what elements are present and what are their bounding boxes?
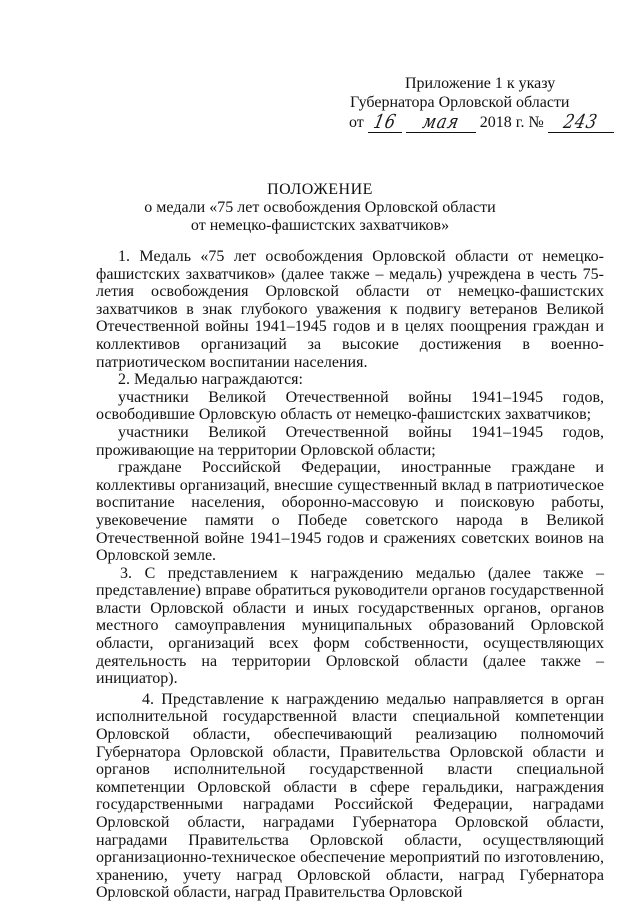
paragraph-2: 2. Медалью награждаются:: [118, 371, 303, 389]
document-body: [96, 248, 604, 902]
year-and-number-label: 2018 г. №: [479, 114, 544, 131]
attachment-line-1: Приложение 1 к указу: [405, 75, 556, 92]
handwritten-month: мая: [406, 112, 476, 133]
attachment-line-2: Губернатора Орловской области: [350, 94, 570, 111]
paragraph-2-item-3: граждане Российской Федерации, иностранные граждане и коллективы организаций, внесшие существенный вклад в патриотическое воспитание населения, оборонно-массовую и поисковую работы, увековечение памяти о Победе советского народа в Великой Отечественной войне 1941–1945 годов и сражениях советских воинов на Орловской земле.: [96, 459, 604, 565]
date-prefix: от: [349, 114, 364, 131]
paragraph-2-item-2: участники Великой Отечественной войны 1941–1945 годов, проживающие на территории Орловской области;: [96, 423, 604, 459]
handwritten-number: 243: [548, 112, 614, 133]
handwritten-day: 16: [368, 112, 402, 133]
document-subtitle-line-1: о медали «75 лет освобождения Орловской области: [144, 199, 496, 216]
paragraph-2-item-1: участники Великой Отечественной войны 1941–1945 годов, освободившие Орловскую область от немецко-фашистских захватчиков;: [96, 388, 604, 424]
paragraph-4: 4. Представление к награждению медалью направляется в орган исполнительной государственной власти специальной компетенции Орловской области, обеспечивающий реализацию полномочий Губернатора Орловской области, Правительства Орловской области и органов исполнительной государственной власти специальной компетенции Орловской области в сфере геральдики, награждения государственными наградами Российской Федерации, наградами Орловской области, наградами Губернатора Орловской области, наградами Правительства Орловской области, осуществляющий организационно-техническое обеспечение мероприятий по изготовлению, хранению, учету наград Орловской области, наград Губернатора Орловской области, наград Правительства Орловской: [96, 690, 604, 902]
attachment-date-line: [349, 112, 610, 134]
paragraph-3: 3. С представлением к награждению медалью (далее также – представление) вправе обратиться руководители органов государственной власти Орловской области и иных государственных органов, органов местного самоуправления муниципальных образований Орловской области, организаций всех форм собственности, осуществляющих деятельность на территории Орловской области (далее также – инициатор).: [96, 564, 604, 688]
document-subtitle-line-2: от немецко-фашистских захватчиков»: [190, 217, 450, 234]
attachment-block: [300, 74, 610, 134]
document-heading: ПОЛОЖЕНИЕ: [267, 181, 373, 198]
paragraph-1: 1. Медаль «75 лет освобождения Орловской области от немецко-фашистских захватчиков» (далее также – медаль) учреждена в честь 75-летия освобождения Орловской области от немецко-фашистских захватчиков в знак глубокого уважения к подвигу ветеранов Великой Отечественной войны 1941–1945 годов и в целях поощрения граждан и коллективов организаций за высокие достижения в военно-патриотическом воспитании населения.: [96, 248, 604, 371]
